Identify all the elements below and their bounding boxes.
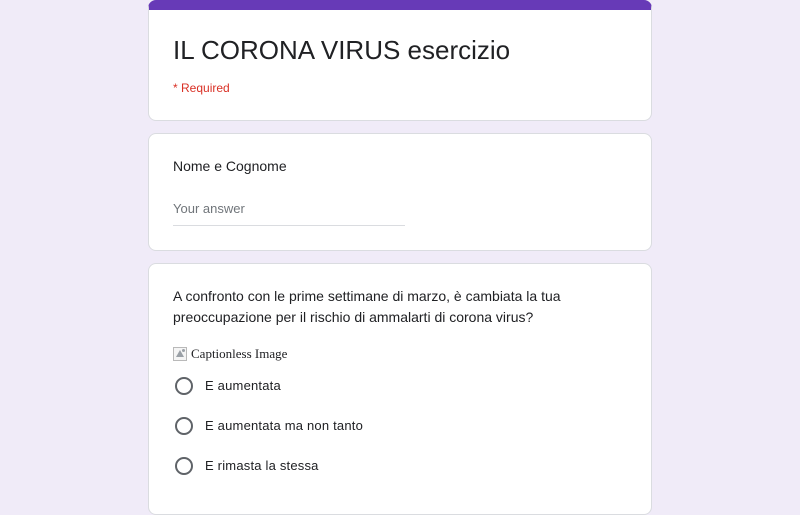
radio-option-2[interactable] [173,410,627,442]
radio-option-label: E rimasta la stessa [205,458,319,473]
captionless-image [173,346,627,362]
radio-option-1[interactable] [173,370,627,402]
radio-option-label: E aumentata [205,378,281,393]
question-label-name: Nome e Cognome [173,158,287,174]
page-title: IL CORONA VIRUS esercizio [173,35,511,65]
radio-circle-icon[interactable] [175,377,193,395]
broken-image-alt-text: Captionless Image [191,346,288,361]
radio-circle-icon[interactable] [175,457,193,475]
radio-option-label: E aumentata ma non tanto [205,418,364,433]
broken-image-icon [173,347,187,361]
question-card-preoccupazione [148,263,652,515]
question-label-preoccupazione: A confronto con le prime settimane di marzo, è cambiata la tua preoccupazione per il rischio di ammalarti di corona virus? [173,288,561,325]
form-header-card [148,0,652,121]
radio-option-3[interactable] [173,450,627,482]
required-note: * Required [173,81,230,95]
google-form [148,0,652,515]
short-answer-input[interactable] [173,199,405,226]
question-card-name [148,133,652,251]
